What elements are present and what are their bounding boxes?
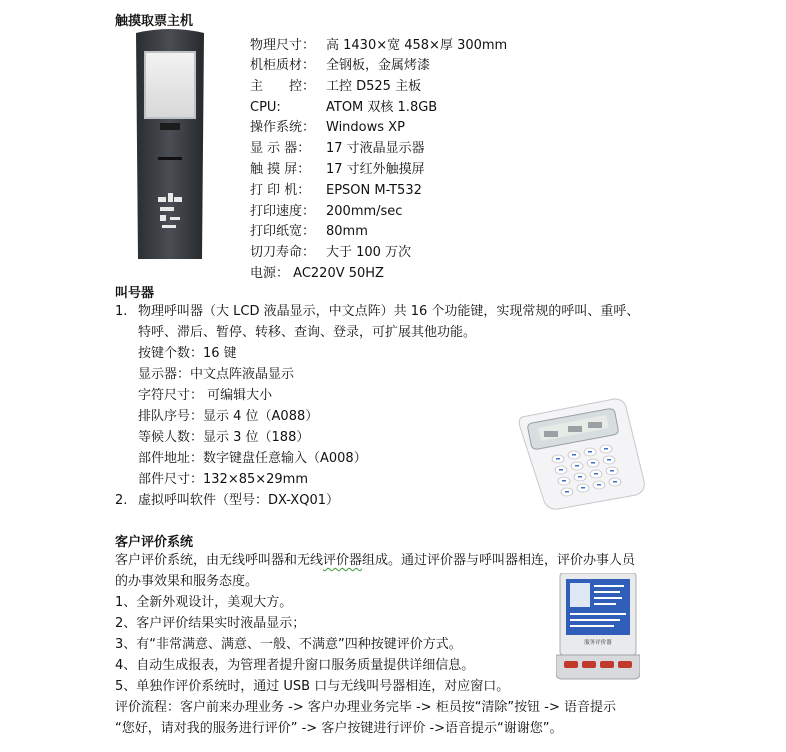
spec-value: AC220V 50HZ [293, 266, 384, 281]
spec-key: 电源： [250, 266, 290, 281]
detail-line: 排队序号：显示 4 位（A088） [138, 409, 319, 424]
spec-value: 17 寸红外触摸屏 [326, 162, 425, 177]
intro-text: 客户评价系统，由无线呼叫器和无线 [115, 553, 324, 568]
item1-line1: 物理呼叫器（大 LCD 液晶显示，中文点阵）共 16 个功能键，实现常规的呼叫、重呼、 [138, 304, 640, 319]
intro-line1 [115, 550, 635, 571]
section-title-evaluation: 客户评价系统 [115, 535, 194, 550]
spec-value: 17 寸液晶显示器 [326, 141, 425, 156]
spec-row [250, 54, 430, 73]
spec-value: 高 1430×宽 458×厚 300mm [326, 38, 508, 53]
spec-key: 物理尺寸： [250, 38, 316, 53]
spec-key: 打印速度： [250, 204, 316, 219]
feature-point: 2、客户评价结果实时液晶显示； [115, 616, 306, 631]
detail-line: 显示器：中文点阵液晶显示 [138, 367, 295, 382]
kiosk-image [130, 27, 210, 262]
spec-key: 打印纸宽： [250, 224, 316, 239]
spec-row [250, 137, 425, 156]
item2-text: 虚拟呼叫软件（型号：DX-XQ01） [138, 493, 339, 508]
spec-key: 主 控： [250, 79, 316, 94]
feature-point: 1、全新外观设计，美观大方。 [115, 595, 293, 610]
spec-key: 机柜质材： [250, 58, 316, 73]
intro-line2: 的办事效果和服务态度。 [115, 574, 259, 589]
evaluator-device-image [556, 573, 640, 681]
spec-row [250, 200, 402, 219]
intro-text-marked: 评价器 [323, 553, 363, 568]
flow-line1: 评价流程：客户前来办理业务 -> 客户办理业务完毕 -> 柜员按“清除”按钮 -> 语音提示 [115, 700, 617, 715]
spec-value: ATOM 双核 1.8GB [326, 100, 438, 115]
spec-row [250, 158, 425, 177]
item-number: 2. [115, 493, 128, 508]
spec-key: CPU: [250, 100, 281, 115]
spec-value: 200mm/sec [326, 204, 403, 219]
item-number: 1. [115, 304, 128, 319]
detail-line: 按键个数：16 键 [138, 346, 237, 361]
section-title-kiosk: 触摸取票主机 [115, 14, 194, 29]
spec-key: 打 印 机： [250, 183, 311, 198]
spec-value: 大于 100 万次 [326, 245, 412, 260]
flow-line2: “您好，请对我的服务进行评价” -> 客户按键进行评价 ->语音提示“谢谢您”。 [115, 721, 563, 736]
detail-line: 部件尺寸：132×85×29mm [138, 472, 309, 487]
spec-row [250, 262, 384, 281]
spec-row [250, 220, 368, 239]
detail-line: 部件地址：数字键盘任意输入（A008） [138, 451, 367, 466]
spec-key: 触 摸 屏： [250, 162, 311, 177]
spec-row [250, 179, 422, 198]
spec-row [250, 241, 411, 260]
spec-row [250, 75, 421, 94]
feature-point: 5、单独作评价系统时，通过 USB 口与无线叫号器相连，对应窗口。 [115, 679, 510, 694]
spec-value: 工控 D525 主板 [326, 79, 422, 94]
spec-key: 显 示 器： [250, 141, 311, 156]
detail-line: 等候人数：显示 3 位（188） [138, 430, 310, 445]
spec-value: Windows XP [326, 120, 405, 135]
spec-row [250, 116, 405, 135]
spec-value: 80mm [326, 224, 368, 239]
evaluator-label: 服务评价器 [584, 640, 612, 646]
spec-key: 切刀寿命： [250, 245, 316, 260]
spec-value: 全钢板，金属烤漆 [326, 58, 431, 73]
section-title-caller: 叫号器 [115, 286, 155, 301]
detail-line: 字符尺寸： 可编辑大小 [138, 388, 273, 403]
spec-row [250, 96, 437, 115]
spec-row [250, 34, 507, 53]
intro-text: 组成。通过评价器与呼叫器相连，评价办事人员 [362, 553, 636, 568]
feature-point: 3、有“非常满意、满意、一般、不满意”四种按键评价方式。 [115, 637, 462, 652]
spec-key: 操作系统： [250, 120, 316, 135]
caller-device-image [518, 395, 646, 510]
feature-point: 4、自动生成报表，为管理者提升窗口服务质量提供详细信息。 [115, 658, 475, 673]
spec-value: EPSON M-T532 [326, 183, 422, 198]
item1-line2: 特呼、滞后、暂停、转移、查询、登录，可扩展其他功能。 [138, 325, 477, 340]
